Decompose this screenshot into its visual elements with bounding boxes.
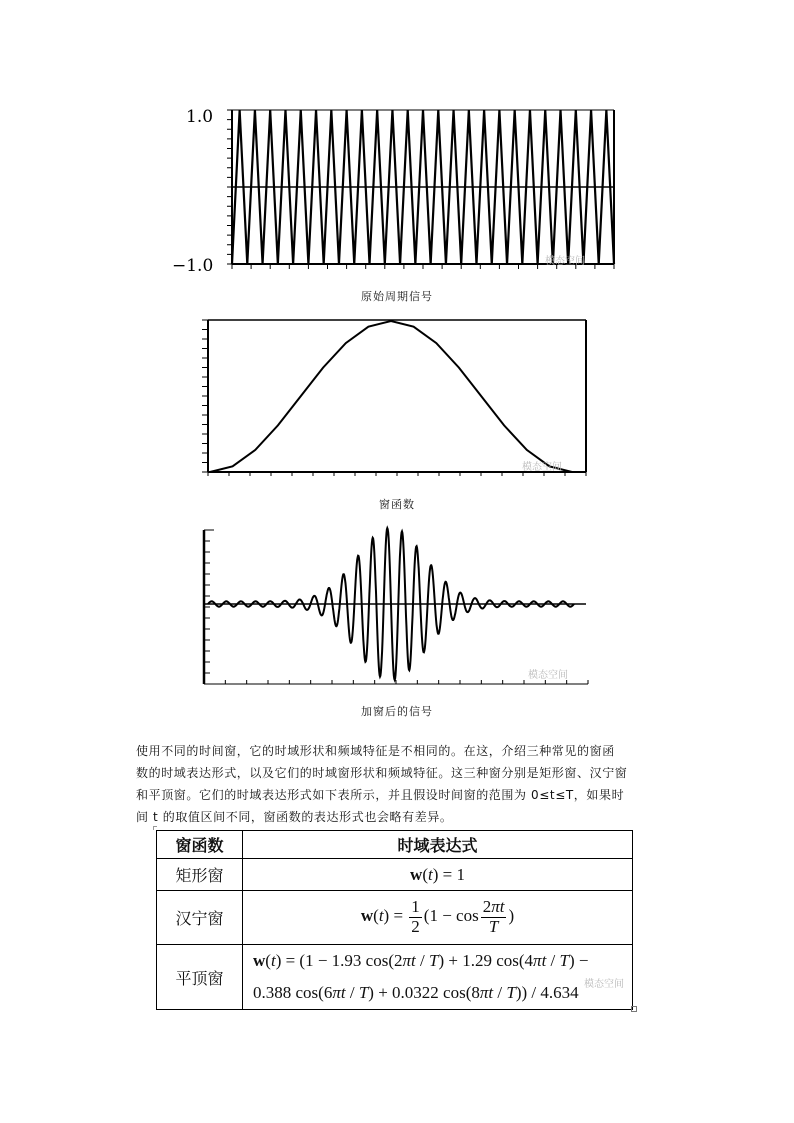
flat-top-window-expression: w(t) = (1 − 1.93 cos(2πt / T) + 1.29 cos(4πt / T) − 0.388 cos(6πt / T) + 0.0322 cos(8πt / T)) / 4.634 模态空间: [243, 945, 633, 1010]
table-row: [157, 945, 633, 1010]
header-window-function: 窗函数: [157, 831, 243, 859]
hanning-window-name: 汉宁窗: [157, 891, 243, 945]
windowed-signal-caption: 加窗后的信号: [361, 705, 433, 718]
y-label-bottom: −1.0: [172, 256, 214, 274]
window-function-chart: [198, 314, 590, 480]
paragraph-line: 和平顶窗。它们的时域表达形式如下表所示，并且假设时间窗的范围为 0≤t≤T，如果时: [136, 788, 625, 802]
table-header-row: [157, 831, 633, 859]
watermark: 模态空间: [545, 256, 585, 267]
original-signal-chart: [168, 104, 628, 274]
table-corner-mark: [631, 1006, 637, 1012]
flat-top-window-name: 平顶窗: [157, 945, 243, 1010]
watermark: 模态空间: [528, 670, 568, 681]
watermark: 模态空间: [522, 462, 562, 473]
body-paragraph: [136, 740, 652, 828]
paragraph-line: 间 t 的取值区间不同，窗函数的表达形式也会略有差异。: [136, 810, 453, 824]
y-label-top: 1.0: [186, 107, 214, 127]
rectangular-window-expression: w(t) = 1: [243, 859, 633, 891]
window-function-table: [156, 830, 633, 1010]
window-function-caption: 窗函数: [379, 498, 415, 511]
header-time-domain-expression: 时域表达式: [243, 831, 633, 859]
table-row: [157, 859, 633, 891]
paragraph-line: 使用不同的时间窗，它的时域形状和频域特征是不相同的。在这，介绍三种常见的窗函: [136, 744, 615, 758]
paragraph-line: 数的时域表达形式，以及它们的时域窗形状和频域特征。这三种窗分别是矩形窗、汉宁窗: [136, 766, 628, 780]
table-row: [157, 891, 633, 945]
watermark: 模态空间: [584, 979, 624, 990]
rectangular-window-name: 矩形窗: [157, 859, 243, 891]
original-signal-caption: 原始周期信号: [361, 290, 433, 303]
window-function-line: [210, 321, 572, 472]
hanning-window-expression: w(t) = $\frac{1}{2}$ (1 − cos $\frac{2\pi t}{T}$ ): [243, 891, 633, 945]
